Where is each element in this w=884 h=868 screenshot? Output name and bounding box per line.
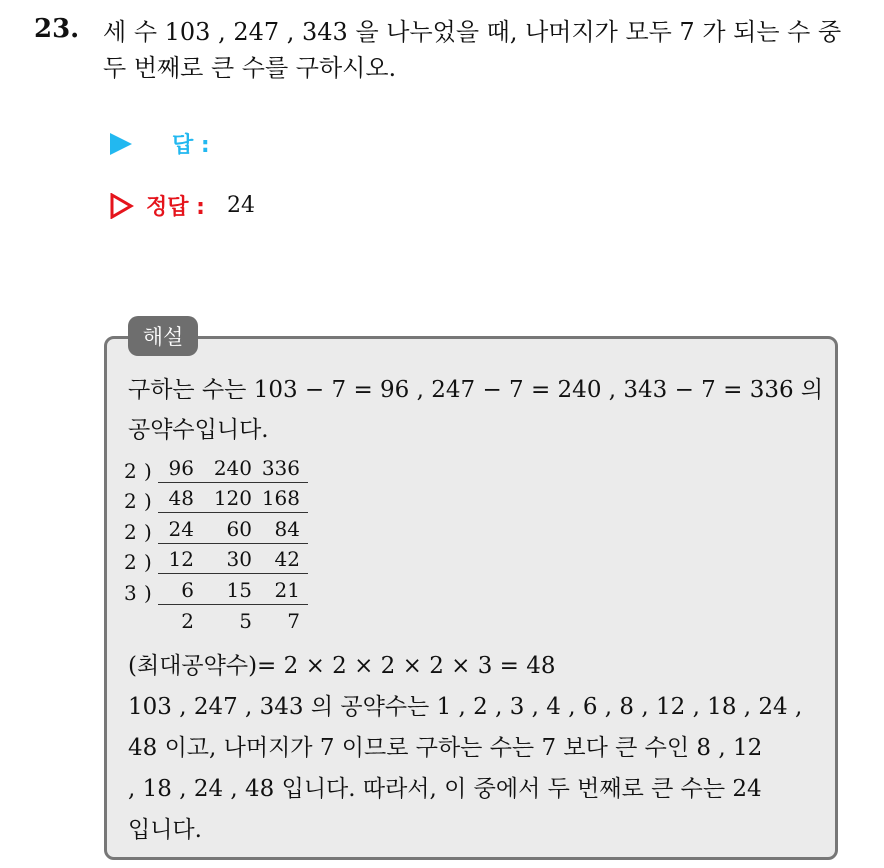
division-cell: 336 bbox=[261, 455, 300, 480]
question-number: 23. bbox=[34, 14, 80, 44]
play-arrow-icon bbox=[110, 133, 132, 155]
division-cell: 120 bbox=[213, 486, 252, 510]
answer-label: 답 : bbox=[172, 133, 210, 158]
divisor: 2 bbox=[124, 489, 137, 513]
division-cell: 2 bbox=[181, 609, 194, 633]
explanation-tag: 해설 bbox=[128, 316, 198, 356]
explanation-line: 공약수입니다. bbox=[128, 417, 269, 443]
division-cell: 48 bbox=[168, 486, 194, 510]
correct-answer-value: 24 bbox=[226, 193, 255, 218]
division-cell: 60 bbox=[226, 516, 252, 541]
division-cell: 12 bbox=[168, 547, 194, 571]
explanation-paragraph-2 bbox=[128, 646, 828, 851]
division-bracket: ) bbox=[144, 489, 152, 513]
division-bracket: ) bbox=[144, 458, 152, 483]
division-row bbox=[124, 544, 308, 575]
division-cell: 42 bbox=[274, 547, 300, 571]
division-row bbox=[124, 605, 308, 636]
division-cell: 6 bbox=[181, 577, 194, 602]
division-cell: 7 bbox=[287, 609, 300, 633]
division-bracket: ) bbox=[144, 519, 152, 544]
division-cell: 5 bbox=[239, 609, 252, 633]
division-cell: 240 bbox=[213, 455, 252, 480]
division-cells bbox=[158, 486, 308, 513]
division-cell: 168 bbox=[261, 486, 300, 510]
division-row bbox=[124, 452, 308, 483]
explanation-line: , 18 , 24 , 48 입니다. 따라서, 이 중에서 두 번째로 큰 수는 24 bbox=[128, 776, 762, 802]
division-bracket: ) bbox=[144, 580, 152, 605]
division-cell: 15 bbox=[226, 577, 252, 602]
division-cell: 84 bbox=[274, 516, 300, 541]
divisor: 2 bbox=[124, 550, 137, 574]
divisor: 2 bbox=[124, 519, 137, 544]
division-row bbox=[124, 574, 308, 605]
division-cells bbox=[158, 517, 308, 544]
question-line-2: 두 번째로 큰 수를 구하시오. bbox=[103, 54, 397, 82]
explanation-line: 48 이고, 나머지가 7 이므로 구하는 수는 7 보다 큰 수인 8 , 12 bbox=[128, 735, 763, 761]
division-cell: 30 bbox=[226, 547, 252, 571]
division-cells bbox=[158, 578, 308, 605]
division-row bbox=[124, 483, 308, 514]
explanation-line: 103 , 247 , 343 의 공약수는 1 , 2 , 3 , 4 , 6 , 8 , 12 , 18 , 24 , bbox=[128, 694, 803, 720]
explanation-paragraph-1 bbox=[128, 370, 828, 450]
division-cell: 96 bbox=[168, 455, 194, 480]
question-line-1: 세 수 103 , 247 , 343 을 나누었을 때, 나머지가 모두 7 가 되는 수 중 bbox=[103, 18, 842, 46]
outline-arrow-icon bbox=[110, 193, 134, 219]
gcd-line: (최대공약수)= 2 × 2 × 2 × 2 × 3 = 48 bbox=[128, 653, 556, 679]
explanation-line: 구하는 수는 103 − 7 = 96 , 247 − 7 = 240 , 343 − 7 = 336 의 bbox=[128, 377, 824, 403]
division-cells bbox=[158, 547, 308, 574]
question-text bbox=[103, 14, 873, 86]
divisor: 2 bbox=[124, 458, 137, 483]
divisor: 3 bbox=[124, 580, 137, 605]
explanation-line: 입니다. bbox=[128, 817, 202, 843]
division-cells bbox=[158, 609, 308, 635]
ladder-division bbox=[124, 452, 308, 635]
division-row bbox=[124, 513, 308, 544]
division-bracket: ) bbox=[144, 550, 152, 574]
answer-row bbox=[110, 128, 210, 159]
division-cell: 21 bbox=[274, 577, 300, 602]
division-cells bbox=[158, 456, 308, 483]
correct-answer-label: 정답 : bbox=[146, 195, 205, 220]
correct-answer-row bbox=[110, 190, 255, 221]
division-cell: 24 bbox=[168, 516, 194, 541]
